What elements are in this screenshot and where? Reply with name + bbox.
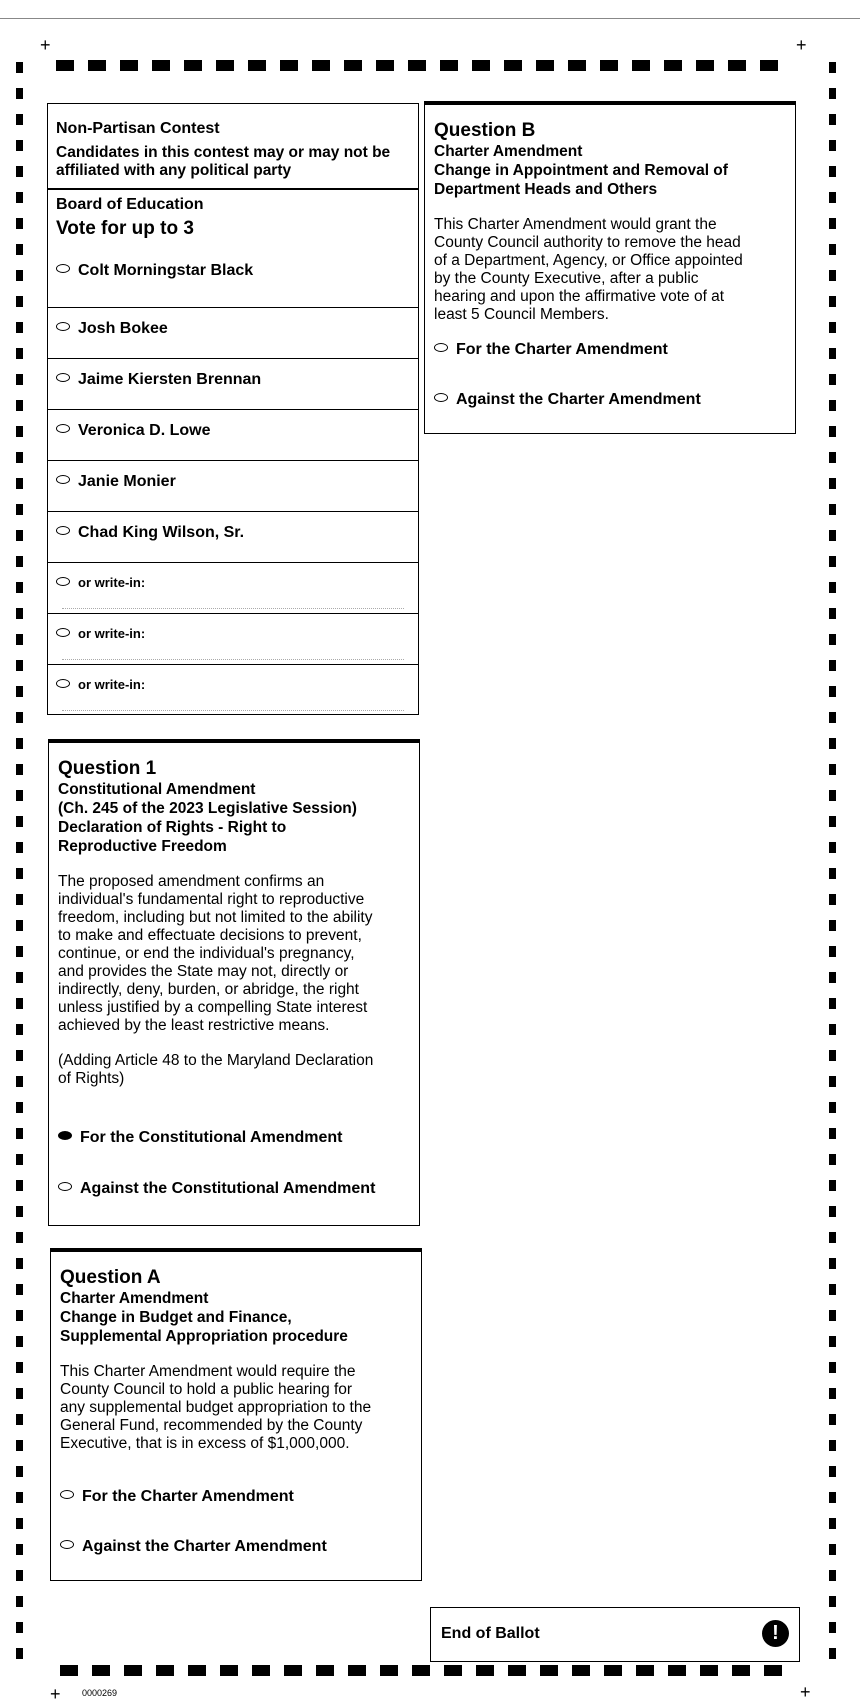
timing-mark [16,1128,23,1139]
end-of-ballot-label: End of Ballot [441,1625,540,1642]
timing-mark [829,1570,836,1581]
vote-oval[interactable] [56,577,70,586]
question-title: Question B [434,120,536,141]
write-in-label: or write-in: [78,626,146,641]
timing-mark [472,60,490,71]
timing-mark [829,192,836,203]
timing-mark [16,478,23,489]
timing-mark [829,1206,836,1217]
timing-mark [728,60,746,71]
subtitle-line: Change in Budget and Finance, [60,1309,292,1326]
timing-mark [829,1466,836,1477]
timing-mark [16,374,23,385]
timing-mark [16,868,23,879]
note-line: (Adding Article 48 to the Maryland Declaration [58,1052,374,1069]
timing-mark [252,1665,270,1676]
vote-oval[interactable] [56,322,70,331]
timing-mark [504,60,522,71]
question-title: Question 1 [58,758,157,779]
contest-type: Non-Partisan Contest [56,120,220,137]
timing-mark [60,1665,78,1676]
for-option[interactable] [58,1129,343,1147]
timing-mark [829,972,836,983]
alert-icon: ! [762,1620,789,1647]
timing-mark [764,1665,782,1676]
timing-mark [16,608,23,619]
timing-mark [16,166,23,177]
timing-mark [16,140,23,151]
timing-mark [16,894,23,905]
timing-mark [829,1232,836,1243]
timing-mark [16,1570,23,1581]
timing-mark [120,60,138,71]
timing-mark [16,244,23,255]
timing-mark [16,634,23,645]
for-option[interactable] [434,341,668,359]
write-in-option[interactable] [48,613,418,664]
vote-oval[interactable] [434,343,448,352]
timing-mark [829,452,836,463]
question-body [60,1363,415,1453]
ballot-number: 0000269 [82,1688,118,1698]
body-line: County Council to hold a public hearing for [60,1381,353,1398]
timing-mark [16,920,23,931]
timing-mark [92,1665,110,1676]
timing-mark [829,296,836,307]
timing-mark [16,1232,23,1243]
body-line: hearing and upon the affirmative vote of at [434,288,725,305]
body-line: achieved by the least restrictive means. [58,1017,330,1034]
vote-oval[interactable] [56,264,70,273]
vote-oval[interactable] [56,526,70,535]
timing-mark [829,686,836,697]
timing-mark [16,88,23,99]
timing-mark [829,868,836,879]
timing-mark [16,1206,23,1217]
timing-mark [16,1076,23,1087]
timing-mark [16,1336,23,1347]
timing-mark [16,1050,23,1061]
timing-mark [16,764,23,775]
timing-mark [16,1258,23,1269]
subtitle-line: Reproductive Freedom [58,838,227,855]
timing-mark [829,920,836,931]
timing-mark [829,218,836,229]
timing-mark [16,296,23,307]
timing-mark [829,894,836,905]
timing-mark [829,478,836,489]
office-title: Board of Education [56,196,204,213]
timing-mark [16,972,23,983]
timing-mark [829,504,836,515]
candidate-name: Veronica D. Lowe [78,422,211,439]
timing-mark [16,426,23,437]
option-label: For the Charter Amendment [456,341,668,358]
timing-mark [664,60,682,71]
timing-mark [348,1665,366,1676]
body-line: by the County Executive, after a public [434,270,699,287]
timing-mark [16,504,23,515]
write-in-label: or write-in: [78,677,146,692]
subtitle-line: (Ch. 245 of the 2023 Legislative Session) [58,800,357,817]
timing-mark [16,62,23,73]
timing-mark [829,1440,836,1451]
write-in-option[interactable] [48,562,418,613]
timing-mark [829,634,836,645]
timing-mark [829,1180,836,1191]
timing-mark [16,1154,23,1165]
timing-mark [16,1310,23,1321]
timing-mark [636,1665,654,1676]
timing-mark [829,1492,836,1503]
timing-mark [700,1665,718,1676]
question-1-contest [48,739,420,1226]
timing-mark [16,946,23,957]
timing-mark [16,712,23,723]
option-label: Against the Constitutional Amendment [80,1180,376,1197]
body-line: Executive, that is in excess of $1,000,000. [60,1435,350,1452]
subtitle-line: Supplemental Appropriation procedure [60,1328,348,1345]
candidate-option[interactable] [56,262,253,280]
registration-crosshair-icon: + [800,1682,811,1702]
timing-mark [829,764,836,775]
timing-mark [829,114,836,125]
timing-mark [829,1362,836,1373]
timing-mark [16,1596,23,1607]
timing-mark [16,114,23,125]
timing-mark [16,556,23,567]
timing-mark [829,1128,836,1139]
timing-mark [312,60,330,71]
timing-mark [220,1665,238,1676]
body-line: freedom, including but not limited to the ability [58,909,373,926]
candidate-option[interactable] [48,307,418,358]
vote-oval[interactable] [56,373,70,382]
timing-mark [16,322,23,333]
timing-mark [88,60,106,71]
question-b-contest [424,101,796,434]
timing-mark [829,556,836,567]
body-line: indirectly, deny, burden, or abridge, the right [58,981,359,998]
timing-mark [16,1622,23,1633]
timing-mark [829,244,836,255]
timing-mark [16,582,23,593]
vote-oval[interactable] [58,1182,72,1191]
timing-mark [16,1284,23,1295]
timing-mark [829,530,836,541]
timing-mark [16,686,23,697]
timing-mark [829,1544,836,1555]
timing-mark [696,60,714,71]
subtitle-line: Charter Amendment [60,1290,209,1307]
timing-mark [444,1665,462,1676]
question-title: Question A [60,1267,161,1288]
body-line: any supplemental budget appropriation to the [60,1399,372,1416]
timing-mark [829,426,836,437]
subtitle-line: Department Heads and Others [434,181,658,198]
registration-crosshair-icon: + [40,35,51,55]
write-in-line[interactable] [62,608,404,609]
timing-mark [540,1665,558,1676]
timing-mark [248,60,266,71]
body-line: This Charter Amendment would grant the [434,216,717,233]
timing-mark [16,1102,23,1113]
timing-mark [829,1102,836,1113]
timing-mark [536,60,554,71]
timing-mark [829,374,836,385]
timing-mark [829,790,836,801]
timing-mark [152,60,170,71]
timing-mark [829,1336,836,1347]
timing-mark [16,1440,23,1451]
vote-oval-marked[interactable] [58,1131,72,1140]
timing-mark [829,1622,836,1633]
timing-mark [16,218,23,229]
timing-mark [16,1466,23,1477]
registration-crosshair-icon: + [796,35,807,55]
timing-mark [344,60,362,71]
board-of-education-contest [47,103,419,715]
for-option[interactable] [60,1488,294,1506]
timing-mark [829,1518,836,1529]
timing-mark [829,322,836,333]
vote-instruction: Vote for up to 3 [56,218,194,239]
question-body [58,873,413,1035]
timing-mark [16,998,23,1009]
write-in-line[interactable] [62,710,404,711]
timing-mark [829,270,836,281]
timing-mark [412,1665,430,1676]
timing-mark [829,348,836,359]
timing-mark [829,166,836,177]
option-label: For the Charter Amendment [82,1488,294,1505]
body-line: General Fund, recommended by the County [60,1417,363,1434]
timing-mark [829,998,836,1009]
subtitle-line: Change in Appointment and Removal of [434,162,728,179]
subtitle-line: Charter Amendment [434,143,583,160]
timing-mark [56,60,74,71]
timing-mark [16,1180,23,1191]
vote-oval[interactable] [56,628,70,637]
timing-mark [16,192,23,203]
timing-mark [829,738,836,749]
registration-crosshair-icon: + [50,1684,61,1704]
timing-mark [16,660,23,671]
body-line: unless justified by a compelling State interest [58,999,368,1016]
question-a-contest [50,1248,422,1581]
timing-mark [124,1665,142,1676]
option-label: Against the Charter Amendment [456,391,701,408]
timing-mark [829,1310,836,1321]
body-line: and provides the State may not, directly or [58,963,349,980]
question-note [58,1052,413,1088]
timing-mark [16,1362,23,1373]
timing-mark [829,842,836,853]
candidate-option[interactable] [48,511,418,562]
timing-mark [376,60,394,71]
timing-mark [284,1665,302,1676]
candidate-name: Jaime Kiersten Brennan [78,371,262,388]
vote-oval[interactable] [60,1490,74,1499]
timing-mark [476,1665,494,1676]
vote-oval[interactable] [56,475,70,484]
timing-mark [16,452,23,463]
timing-mark [829,1388,836,1399]
timing-mark [829,608,836,619]
write-in-option[interactable] [48,664,418,715]
body-line: This Charter Amendment would require the [60,1363,356,1380]
vote-oval[interactable] [434,393,448,402]
body-line: least 5 Council Members. [434,306,609,323]
question-body [434,216,789,324]
question-subtitle [60,1289,415,1346]
timing-mark [16,816,23,827]
timing-mark [829,1258,836,1269]
timing-mark [16,348,23,359]
candidate-name: Josh Bokee [78,320,168,337]
timing-mark [732,1665,750,1676]
timing-mark [829,712,836,723]
timing-mark [16,738,23,749]
timing-mark [16,1518,23,1529]
timing-mark [829,62,836,73]
contest-note: Candidates in this contest may or may not be affiliated with any political party [56,144,391,179]
timing-mark [829,582,836,593]
end-of-ballot-box [430,1607,800,1662]
vote-oval[interactable] [60,1540,74,1549]
timing-mark [568,60,586,71]
body-line: of a Department, Agency, or Office appointed [434,252,743,269]
timing-mark [508,1665,526,1676]
timing-mark [632,60,650,71]
body-line: individual's fundamental right to reproductive [58,891,365,908]
timing-mark [280,60,298,71]
timing-mark [16,1414,23,1425]
candidate-name: Colt Morningstar Black [78,262,254,279]
timing-mark [668,1665,686,1676]
timing-mark [829,1648,836,1659]
timing-mark [408,60,426,71]
against-option[interactable] [58,1180,375,1198]
divider [48,188,418,190]
vote-oval[interactable] [56,424,70,433]
candidate-option[interactable] [48,409,418,460]
timing-mark [604,1665,622,1676]
timing-mark [216,60,234,71]
candidate-name: Chad King Wilson, Sr. [78,524,245,541]
option-label: For the Constitutional Amendment [80,1129,343,1146]
timing-mark [829,1284,836,1295]
candidate-option[interactable] [48,460,418,511]
write-in-label: or write-in: [78,575,146,590]
subtitle-line: Declaration of Rights - Right to [58,819,287,836]
timing-mark [16,1388,23,1399]
timing-mark [16,1544,23,1555]
timing-mark [829,816,836,827]
timing-mark [16,842,23,853]
timing-mark [440,60,458,71]
timing-mark [829,1596,836,1607]
candidate-option[interactable] [48,358,418,409]
timing-mark [829,946,836,957]
against-option[interactable] [60,1538,327,1556]
timing-mark [316,1665,334,1676]
timing-mark [829,1076,836,1087]
vote-oval[interactable] [56,679,70,688]
timing-mark [188,1665,206,1676]
timing-mark [16,1492,23,1503]
timing-mark [760,60,778,71]
timing-mark [600,60,618,71]
option-label: Against the Charter Amendment [82,1538,327,1555]
scan-edge-line [0,18,860,19]
note-line: of Rights) [58,1070,125,1087]
question-subtitle [58,780,413,856]
body-line: The proposed amendment confirms an [58,873,325,890]
body-line: continue, or end the individual's pregnancy, [58,945,355,962]
timing-mark [16,270,23,281]
timing-mark [572,1665,590,1676]
timing-mark [829,88,836,99]
timing-mark [16,790,23,801]
write-in-line[interactable] [62,659,404,660]
timing-mark [16,530,23,541]
timing-mark [829,1050,836,1061]
timing-mark [380,1665,398,1676]
timing-mark [156,1665,174,1676]
timing-mark [16,400,23,411]
timing-mark [829,1154,836,1165]
contest-header [48,104,418,188]
body-line: County Council authority to remove the head [434,234,741,251]
timing-mark [829,660,836,671]
timing-mark [829,1024,836,1035]
timing-mark [16,1648,23,1659]
timing-mark [829,1414,836,1425]
timing-mark [829,400,836,411]
against-option[interactable] [434,391,701,409]
body-line: to make and effectuate decisions to prevent, [58,927,362,944]
timing-mark [184,60,202,71]
subtitle-line: Constitutional Amendment [58,781,256,798]
candidate-name: Janie Monier [78,473,176,490]
question-subtitle [434,142,789,199]
timing-mark [16,1024,23,1035]
timing-mark [829,140,836,151]
